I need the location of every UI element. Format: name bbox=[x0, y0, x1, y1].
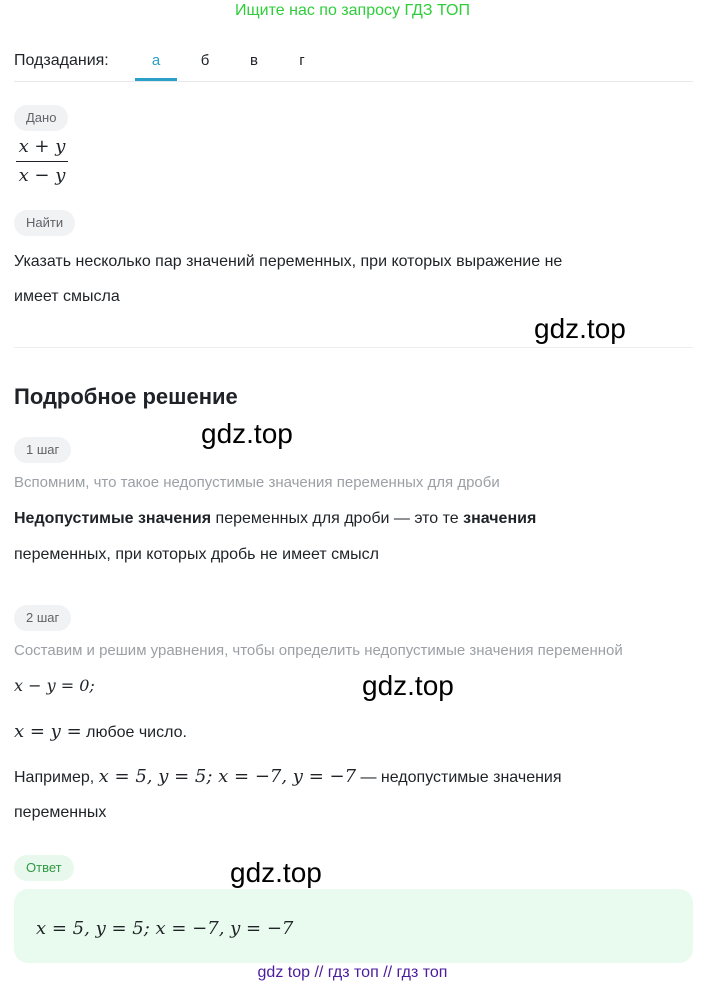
fraction-numerator: x + y bbox=[18, 136, 66, 157]
step1-bold-term: Недопустимые значения bbox=[14, 510, 212, 527]
find-text-line1: Указать несколько пар значений переменных, при которых выражение не bbox=[14, 253, 563, 270]
answer-value: x = 5, y = 5; x = −7, y = −7 bbox=[36, 918, 294, 939]
example-prefix: Например, bbox=[14, 769, 99, 786]
subtasks-bar bbox=[14, 44, 693, 82]
step2-example-line2: переменных bbox=[14, 804, 107, 821]
step2-chip: 2 шаг bbox=[14, 605, 71, 631]
watermark: gdz.top bbox=[230, 857, 322, 888]
given-chip: Дано bbox=[14, 105, 68, 131]
step1-text: переменных для дроби — это те bbox=[211, 510, 464, 527]
footer-links[interactable]: gdz top // гдз топ // гдз топ bbox=[257, 964, 448, 981]
step1-definition bbox=[14, 510, 536, 528]
answer-box bbox=[14, 889, 693, 963]
section-divider bbox=[14, 347, 693, 348]
example-suffix: — недопустимые значения bbox=[356, 769, 562, 786]
step2-eq2-text: любое число. bbox=[81, 724, 187, 741]
step2-hint: Составим и решим уравнения, чтобы определить недопустимые значения переменной bbox=[14, 642, 623, 659]
find-chip: Найти bbox=[14, 210, 75, 236]
step2-eq2-math: x = y = bbox=[14, 721, 82, 742]
step1-bold-values: значения bbox=[463, 510, 537, 527]
step2-example bbox=[14, 766, 562, 787]
watermark: gdz.top bbox=[201, 418, 293, 449]
tab-a[interactable]: а bbox=[135, 44, 177, 81]
tab-b[interactable]: б bbox=[200, 52, 210, 69]
subtasks-label: Подзадания: bbox=[14, 52, 109, 69]
given-fraction bbox=[16, 135, 68, 188]
answer-chip: Ответ bbox=[14, 855, 74, 881]
promo-text: Ищите нас по запросу ГДЗ ТОП bbox=[235, 2, 470, 19]
example-math: x = 5, y = 5; x = −7, y = −7 bbox=[98, 766, 357, 787]
tab-v[interactable]: в bbox=[250, 52, 258, 69]
step1-line2: переменных, при которых дробь не имеет смысл bbox=[14, 546, 379, 563]
watermark: gdz.top bbox=[362, 670, 454, 701]
solution-title: Подробное решение bbox=[14, 384, 238, 409]
step2-equation1: x − y = 0; bbox=[14, 676, 95, 695]
step1-chip: 1 шаг bbox=[14, 437, 71, 463]
fraction-bar bbox=[16, 161, 68, 162]
fraction-denominator: x − y bbox=[18, 165, 66, 186]
watermark: gdz.top bbox=[534, 313, 626, 344]
step2-equation2 bbox=[14, 721, 187, 742]
tab-g[interactable]: г bbox=[299, 52, 305, 69]
find-text-line2: имеет смысла bbox=[14, 288, 120, 305]
step1-hint: Вспомним, что такое недопустимые значения переменных для дроби bbox=[14, 474, 500, 491]
